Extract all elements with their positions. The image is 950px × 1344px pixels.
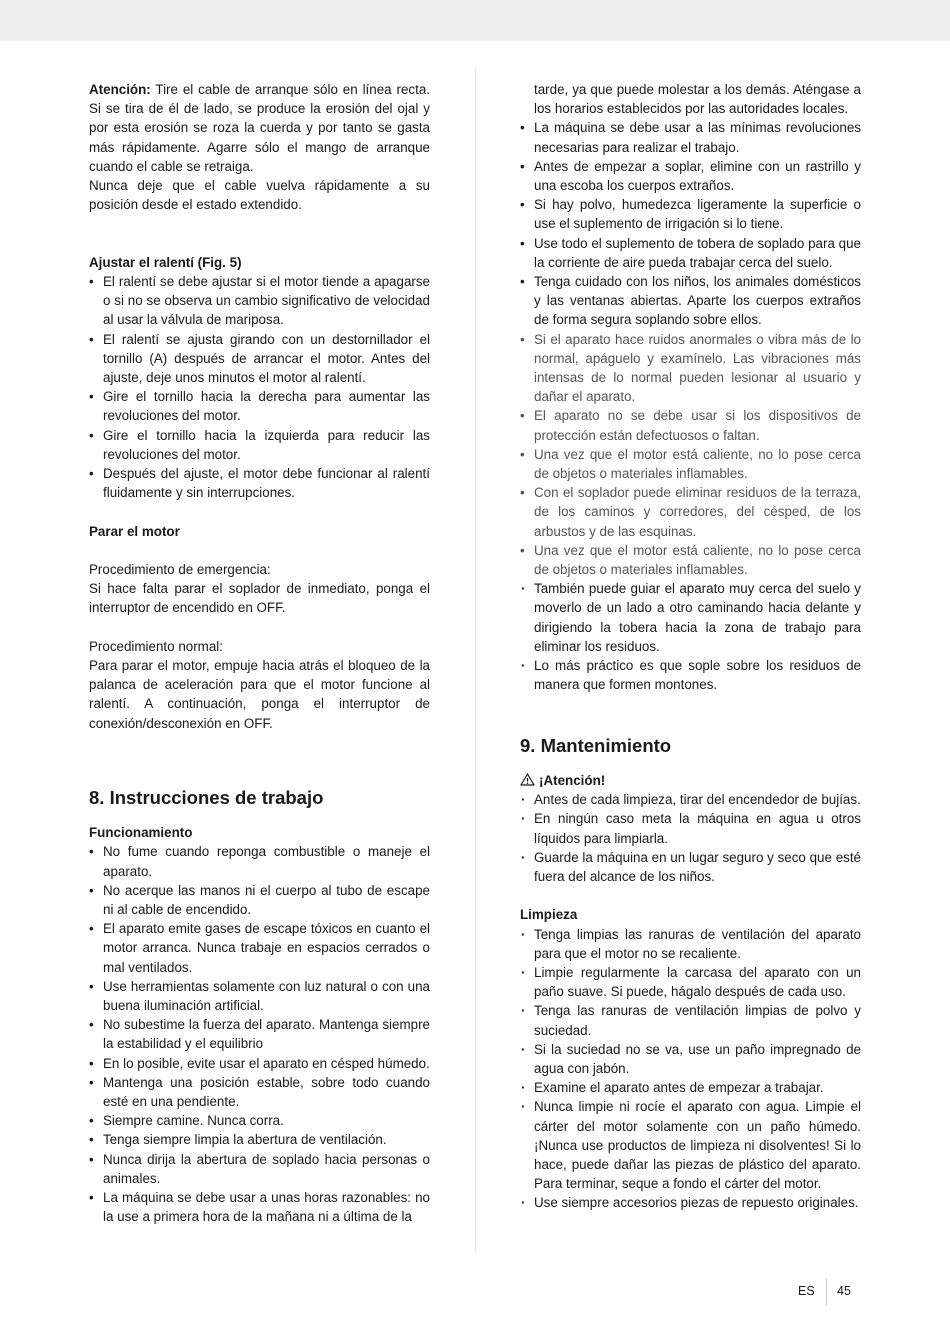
list-item: • Use todo el suplemento de tobera de soplado para que la corriente de aire pueda trabajar cerca del suelo. — [520, 234, 861, 272]
list-item: • Si hay polvo, humedezca ligeramente la superficie o use el suplemento de irrigación si lo tiene. — [520, 195, 861, 233]
list-item: • Use herramientas solamente con luz natural o con una buena iluminación artificial. — [89, 977, 430, 1015]
attention-text: Tire el cable de arranque sólo en línea recta. Si se tira de él de lado, se produce la erosión del ojal y por esta erosión se roza la cuerda y por tanto se gasta más rápidamente. Agarre sólo el mango de arranque cuando el cable se retraiga. — [89, 82, 430, 174]
list-item: • Una vez que el motor está caliente, no lo pose cerca de objetos o materiales inflamables. — [520, 445, 861, 483]
footer-language: ES — [798, 1284, 815, 1298]
warning-list — [520, 790, 861, 886]
emergency-label: Procedimiento de emergencia: — [89, 562, 271, 578]
list-item: · Antes de cada limpieza, tirar del encendedor de bujías. — [520, 790, 861, 809]
list-item: • No subestime la fuerza del aparato. Mantenga siempre la estabilidad y el equilibrio — [89, 1015, 430, 1053]
footer-divider — [826, 1279, 827, 1305]
list-item: • Nunca dirija la abertura de soplado hacia personas o animales. — [89, 1150, 430, 1188]
list-item: · También puede guiar el aparato muy cerca del suelo y moverlo de un lado a otro caminando hacia delante y dirigiendo la tobera hacia la zona de trabajo para eliminar los residuos. — [520, 579, 861, 656]
list-item: • No acerque las manos ni el cuerpo al tubo de escape ni al cable de encendido. — [89, 881, 430, 919]
list-item: • El aparato emite gases de escape tóxicos en cuanto el motor arranca. Nunca trabaje en espacios cerrados o mal ventilados. — [89, 919, 430, 977]
page-top-band — [0, 0, 950, 41]
section-9-title: 9. Mantenimiento — [520, 734, 672, 756]
list-item: · Use siempre accesorios piezas de repuesto originales. — [520, 1193, 861, 1212]
list-item: · Lo más práctico es que sople sobre los residuos de manera que formen montones. — [520, 656, 861, 694]
operation-list — [89, 842, 430, 1226]
right-column — [520, 80, 861, 1213]
list-item: · Guarde la máquina en un lugar seguro y seco que esté fuera del alcance de los niños. — [520, 848, 861, 886]
list-item: • Mantenga una posición estable, sobre todo cuando esté en una pendiente. — [89, 1073, 430, 1111]
cleaning-heading: Limpieza — [520, 907, 578, 923]
normal-label: Procedimiento normal: — [89, 638, 223, 654]
stop-engine-heading: Parar el motor — [89, 523, 180, 539]
column-divider — [475, 68, 476, 1252]
list-item: • En lo posible, evite usar el aparato en césped húmedo. — [89, 1054, 430, 1073]
attention-paragraph-2: Nunca deje que el cable vuelva rápidamente a su posición desde el estado extendido. — [89, 178, 430, 213]
list-item: • El ralentí se debe ajustar si el motor tiende a apagarse o si no se observa un cambio significativo de velocidad al usar la válvula de mariposa. — [89, 272, 430, 330]
warning-triangle-icon — [520, 772, 535, 785]
list-item: • Después del ajuste, el motor debe funcionar al ralentí fluidamente y sin interrupciones. — [89, 464, 430, 502]
list-item: • Gire el tornillo hacia la izquierda para reducir las revoluciones del motor. — [89, 426, 430, 464]
idle-list — [89, 272, 430, 502]
list-item: • Con el soplador puede eliminar residuos de la terraza, de los caminos y corredores, del césped, de los arbustos y de las esquinas. — [520, 483, 861, 541]
list-item: • Tenga siempre limpia la abertura de ventilación. — [89, 1130, 430, 1149]
normal-text: Para parar el motor, empuje hacia atrás el bloqueo de la palanca de aceleración para que el motor funcione al ralentí. A continuación, ponga el interruptor de conexión/desconexión en OFF. — [89, 658, 430, 731]
list-item: · En ningún caso meta la máquina en agua u otros líquidos para limpiarla. — [520, 809, 861, 847]
page-number: 45 — [837, 1284, 851, 1298]
operation-list-tips — [520, 579, 861, 694]
list-item: • No fume cuando reponga combustible o maneje el aparato. — [89, 842, 430, 880]
continued-text: tarde, ya que puede molestar a los demás. Aténgase a los horarios establecidos por las autoridades locales. — [534, 82, 861, 117]
list-item: • Antes de empezar a soplar, elimine con un rastrillo y una escoba los cuerpos extraños. — [520, 157, 861, 195]
list-item: • Gire el tornillo hacia la derecha para aumentar las revoluciones del motor. — [89, 387, 430, 425]
section-8-title: 8. Instrucciones de trabajo — [89, 787, 324, 809]
emergency-text: Si hace falta parar el soplador de inmediato, ponga el interruptor de encendido en OFF. — [89, 581, 430, 616]
cleaning-list — [520, 925, 861, 1213]
list-item: • Siempre camine. Nunca corra. — [89, 1111, 430, 1130]
operation-heading: Funcionamiento — [89, 825, 193, 841]
list-item: · Limpie regularmente la carcasa del aparato con un paño suave. Si puede, hágalo después de cada uso. — [520, 963, 861, 1001]
list-item: • El ralentí se ajusta girando con un destornillador el tornillo (A) después de arrancar el motor. Antes del ajuste, deje unos minutos el motor al ralentí. — [89, 330, 430, 388]
list-item: • La máquina se debe usar a las mínimas revoluciones necesarias para realizar el trabajo. — [520, 118, 861, 156]
operation-list-grey — [520, 330, 861, 580]
left-column — [89, 80, 430, 1227]
list-item: • Si el aparato hace ruidos anormales o vibra más de lo normal, apáguelo y examínelo. Las vibraciones más intensas de lo normal pueden lesionar al usuario y dañar el aparato. — [520, 330, 861, 407]
warning-label: ¡Atención! — [539, 772, 606, 788]
list-item: • Una vez que el motor está caliente, no lo pose cerca de objetos o materiales inflamables. — [520, 541, 861, 579]
list-item: • El aparato no se debe usar si los dispositivos de protección están defectuosos o faltan. — [520, 406, 861, 444]
list-item: · Examine el aparato antes de empezar a trabajar. — [520, 1078, 861, 1097]
list-item: • Tenga cuidado con los niños, los animales domésticos y las ventanas abiertas. Aparte los cuerpos extraños de forma segura soplando sobre ellos. — [520, 272, 861, 330]
list-item: • La máquina se debe usar a unas horas razonables: no la use a primera hora de la mañana ni a última de la — [89, 1188, 430, 1226]
operation-list-continued — [520, 118, 861, 329]
warning-heading — [520, 771, 861, 790]
attention-label: Atención: — [89, 82, 151, 97]
idle-heading: Ajustar el ralentí (Fig. 5) — [89, 254, 242, 270]
list-item: · Tenga limpias las ranuras de ventilación del aparato para que el motor no se recaliente. — [520, 925, 861, 963]
attention-paragraph — [89, 80, 430, 176]
list-item: · Tenga las ranuras de ventilación limpias de polvo y suciedad. — [520, 1001, 861, 1039]
list-item: · Nunca limpie ni rocíe el aparato con agua. Limpie el cárter del motor solamente con un paño húmedo. ¡Nunca use productos de limpieza ni disolventes! Si lo hace, puede dañar las piezas de plástico del aparato. Para terminar, seque a fondo el cárter del motor. — [520, 1097, 861, 1193]
list-item: · Si la suciedad no se va, use un paño impregnado de agua con jabón. — [520, 1040, 861, 1078]
